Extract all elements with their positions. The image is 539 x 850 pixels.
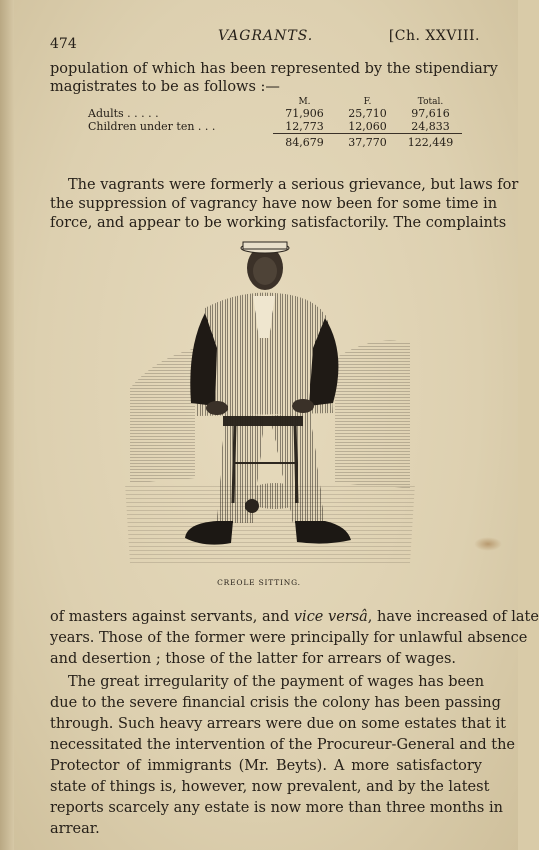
total-f: 37,770 <box>336 134 399 150</box>
population-table <box>88 97 462 149</box>
cell-total: 97,616 <box>411 107 450 120</box>
text-line: Protector of immigrants (Mr. Beyts). A more satisfactory <box>50 758 482 774</box>
row-label: Adults . . . . . <box>88 107 159 120</box>
table-row <box>88 120 462 134</box>
totals-row <box>88 134 462 150</box>
text-line: necessitated the intervention of the Procureur-General and the <box>50 737 515 753</box>
cell-m: 71,906 <box>285 107 324 120</box>
column-header: F. <box>363 97 372 107</box>
text-line: reports scarcely any estate is now more than three months in <box>50 800 503 816</box>
chapter-label: [Ch. XXVIII. <box>388 28 480 44</box>
text-line: The great irregularity of the payment of wages has been <box>68 674 485 690</box>
cell-total: 24,833 <box>411 120 450 133</box>
page-number: 474 <box>50 36 77 52</box>
text-line: The vagrants were formerly a serious grievance, but laws for <box>68 177 519 193</box>
page-stain <box>474 537 502 551</box>
column-header: Total. <box>417 97 444 107</box>
text-line: the suppression of vagrancy have now been for some time in <box>50 196 498 212</box>
text-line: arrear. <box>50 821 100 837</box>
text-line: through. Such heavy arrears were due on some estates that it <box>50 716 506 732</box>
illustration-caption: CREOLE SITTING. <box>217 578 301 587</box>
cell-f: 25,710 <box>348 107 387 120</box>
text-line: force, and appear to be working satisfactorily. The complaints <box>50 215 507 231</box>
total-all: 122,449 <box>399 134 462 150</box>
page-header <box>50 28 480 52</box>
creole-sitting-engraving <box>125 238 415 573</box>
text-line: magistrates to be as follows :— <box>50 79 280 95</box>
text-line: and desertion ; those of the latter for arrears of wages. <box>50 651 456 667</box>
text-line: state of things is, however, now prevalent, and by the latest <box>50 779 490 795</box>
cell-f: 12,060 <box>348 120 387 133</box>
text-line: of masters against servants, and vice versâ, have increased of late <box>50 609 539 625</box>
text-line: population of which has been represented by the stipendiary <box>50 61 498 77</box>
text-line: due to the severe financial crisis the colony has been passing <box>50 695 501 711</box>
column-header: M. <box>298 97 311 107</box>
total-m: 84,679 <box>273 134 336 150</box>
row-label: Children under ten . . . <box>88 120 216 134</box>
text-line: years. Those of the former were principally for unlawful absence <box>50 630 528 646</box>
table-row <box>88 107 462 120</box>
book-gutter <box>0 0 14 850</box>
running-title: VAGRANTS. <box>218 28 314 44</box>
cell-m: 12,773 <box>285 120 324 133</box>
